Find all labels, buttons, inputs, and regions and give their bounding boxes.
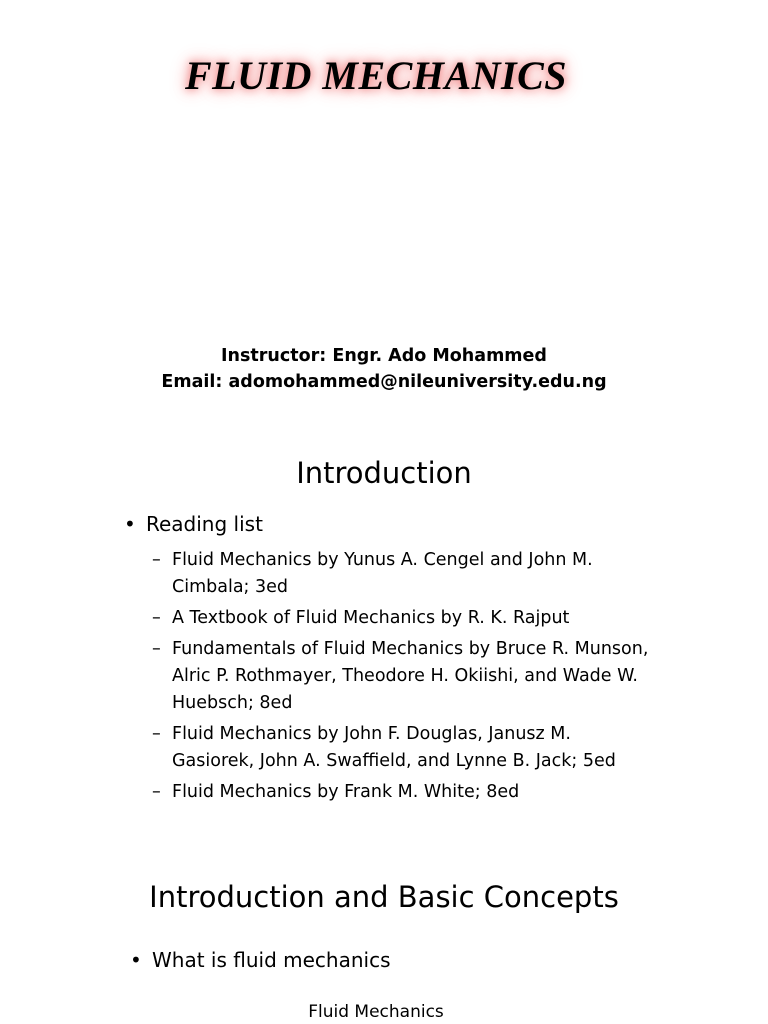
dash-marker: – [152, 608, 161, 628]
list-item [152, 779, 652, 806]
instructor-block [0, 343, 768, 395]
basic-concepts-heading: Introduction and Basic Concepts [149, 880, 619, 914]
what-is-label: What is fluid mechanics [152, 948, 391, 972]
list-item-text: Fluid Mechanics by Yunus A. Cengel and John M. Cimbala; 3ed [172, 550, 593, 597]
reading-list [152, 547, 652, 810]
list-item [152, 605, 652, 632]
dash-marker: – [152, 782, 161, 802]
list-item-text: A Textbook of Fluid Mechanics by R. K. Rajput [172, 608, 570, 628]
reading-list-label: Reading list [146, 512, 263, 536]
dash-marker: – [152, 639, 161, 659]
introduction-heading: Introduction [296, 456, 472, 490]
bullet-dot: • [124, 512, 136, 536]
reading-list-bullet [124, 512, 263, 536]
list-item [152, 547, 652, 601]
list-item [152, 721, 652, 775]
list-item-text: Fundamentals of Fluid Mechanics by Bruce R. Munson, Alric P. Rothmayer, Theodore H. Okiishi, and Wade W. Huebsch; 8ed [172, 639, 649, 713]
instructor-line: Instructor: Engr. Ado Mohammed [221, 346, 547, 366]
bullet-dot: • [130, 948, 142, 972]
list-item [152, 636, 652, 717]
footer-text: Fluid Mechanics [308, 1002, 444, 1022]
email-line: Email: adomohammed@nileuniversity.edu.ng [161, 372, 607, 392]
dash-marker: – [152, 724, 161, 744]
what-is-bullet [130, 948, 391, 972]
slide-title: FLUID MECHANICS [184, 53, 568, 98]
list-item-text: Fluid Mechanics by Frank M. White; 8ed [172, 782, 520, 802]
dash-marker: – [152, 550, 161, 570]
list-item-text: Fluid Mechanics by John F. Douglas, Janusz M. Gasiorek, John A. Swaffield, and Lynne B. Jack; 5ed [172, 724, 616, 771]
